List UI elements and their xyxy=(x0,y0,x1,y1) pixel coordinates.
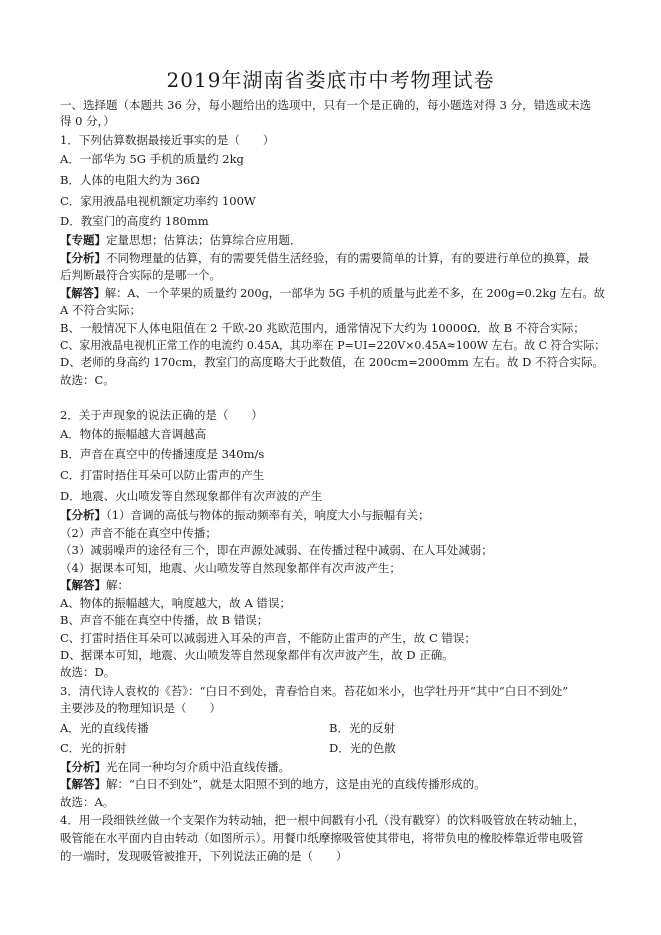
q2-analysis-line-1 xyxy=(60,508,430,522)
q4-stem-line-1: 4．用一段细铁丝做一个支架作为转动轴，把一根中间戳有小孔（没有戳穿）的饮料吸管放在转动轴上， xyxy=(60,813,585,827)
q1-topic-text: 定量思想；估算法；估算综合应用题． xyxy=(106,233,302,247)
q1-solution-line-4: C、家用液晶电视机正常工作的电流约 0.45A，其功率在 P=UI=220V×0.45A≈100W 左右。故 C 符合实际； xyxy=(60,338,606,352)
q2-option-b: B．声音在真空中的传播速度是 340m/s xyxy=(60,447,265,461)
q1-analysis-text-1: 不同物理量的估算，有的需要凭借生活经验，有的需要简单的计算，有的要进行单位的换算，最 xyxy=(106,251,589,265)
q3-stem-line-2: 主要涉及的物理知识是（ ） xyxy=(60,701,221,715)
q3-answer: 故选：A。 xyxy=(60,795,115,809)
q1-topic-tag: 【专题】 xyxy=(60,233,106,247)
q2-analysis-line-2: （2）声音不能在真空中传播； xyxy=(60,526,217,540)
q1-solution-line-3: B、一般情况下人体电阻值在 2 千欧-20 兆欧范围内，通常情况下大约为 10000Ω．故 B 不符合实际； xyxy=(60,321,585,335)
q2-analysis-tag: 【分析】 xyxy=(60,508,106,522)
q1-solution-line-1 xyxy=(60,286,605,300)
q3-option-d: D．光的色散 xyxy=(329,741,396,755)
q3-solution-tag: 【解答】 xyxy=(60,777,106,791)
q3-solution xyxy=(60,777,486,791)
q3-analysis-tag: 【分析】 xyxy=(60,760,106,774)
q1-option-b: B．人体的电阻大约为 36Ω xyxy=(60,173,200,187)
q3-option-b: B．光的反射 xyxy=(329,721,395,735)
q1-solution-text-1: 解：A、一个苹果的质量约 200g，一部华为 5G 手机的质量与此差不多，在 200g=0.2kg 左右。故 xyxy=(104,286,605,300)
q1-option-d: D．教室门的高度约 180mm xyxy=(60,214,209,228)
q1-option-a: A．一部华为 5G 手机的质量约 2kg xyxy=(60,152,244,166)
q3-analysis xyxy=(60,760,290,774)
q3-option-a: A．光的直线传播 xyxy=(60,721,149,735)
q1-topic xyxy=(60,233,302,247)
q2-analysis-line-4: （4）据课本可知，地震、火山喷发等自然现象都伴有次声波产生； xyxy=(60,561,401,575)
q2-solution-line-1: A、物体的振幅越大，响度越大，故 A 错误； xyxy=(60,596,291,610)
q2-analysis-text-1: （1）音调的高低与物体的振动频率有关，响度大小与振幅有关； xyxy=(106,508,430,522)
q2-option-a: A．物体的振幅越大音调越高 xyxy=(60,427,207,441)
page-title: 2019年湖南省娄底市中考物理试卷 xyxy=(166,68,495,92)
q1-stem: 1．下列估算数据最接近事实的是（ ） xyxy=(60,133,275,147)
q4-stem-line-3: 的一端时，发现吸管被推开，下列说法正确的是（ ） xyxy=(60,849,348,863)
q1-option-c: C．家用液晶电视机额定功率约 100W xyxy=(60,194,256,208)
q3-analysis-text: 光在同一种均匀介质中沿直线传播。 xyxy=(106,760,290,774)
q3-solution-text: 解：“白日不到处”，就是太阳照不到的地方，这是由光的直线传播形成的。 xyxy=(106,777,486,791)
q2-solution-tag: 【解答】 xyxy=(60,578,106,592)
section-instructions-line-1: 一、选择题（本题共 36 分，每小题给出的选项中，只有一个是正确的，每小题选对得 3 分，错选或未选 xyxy=(60,98,592,112)
q2-solution-line-0 xyxy=(60,578,129,592)
q1-answer: 故选：C。 xyxy=(60,373,115,387)
q2-option-d: D．地震、火山喷发等自然现象都伴有次声波的产生 xyxy=(60,489,323,503)
q2-solution-line-4: D、据课本可知，地震、火山喷发等自然现象都伴有次声波产生，故 D 正确。 xyxy=(60,648,454,662)
q1-solution-line-5: D、老师的身高约 170cm，教室门的高度略大于此数值，在 200cm=2000mm 左右。故 D 不符合实际。 xyxy=(60,355,605,369)
q1-analysis-tag: 【分析】 xyxy=(60,251,106,265)
q1-solution-line-2: A 不符合实际； xyxy=(60,303,141,317)
q2-solution-line-2: B、声音不能在真空中传播，故 B 错误； xyxy=(60,613,269,627)
q2-answer: 故选：D。 xyxy=(60,665,116,679)
q2-solution-text-0: 解： xyxy=(106,578,129,592)
q4-stem-line-2: 吸管能在水平面内自由转动（如图所示）。用餐巾纸摩擦吸管使其带电，将带负电的橡胶棒靠近带电吸管 xyxy=(60,831,584,845)
q1-analysis-line-2: 后判断最符合实际的是哪一个。 xyxy=(60,268,221,282)
q3-option-c: C．光的折射 xyxy=(60,741,127,755)
q2-option-c: C．打雷时捂住耳朵可以防止雷声的产生 xyxy=(60,468,265,482)
q1-analysis-line-1 xyxy=(60,251,589,265)
q2-stem: 2．关于声现象的说法正确的是（ ） xyxy=(60,408,263,422)
q1-solution-tag: 【解答】 xyxy=(60,286,105,300)
section-instructions-line-2: 得 0 分，） xyxy=(60,114,115,128)
q3-stem-line-1: 3．清代诗人袁枚的《苔》：“白日不到处，青春恰自来。苔花如米小，也学牡丹开”其中“白日不到处” xyxy=(60,684,569,698)
q2-analysis-line-3: （3）减弱噪声的途径有三个，即在声源处减弱、在传播过程中减弱、在人耳处减弱； xyxy=(60,543,493,557)
q2-solution-line-3: C、打雷时捂住耳朵可以减弱进入耳朵的声音，不能防止雷声的产生，故 C 错误； xyxy=(60,631,476,645)
